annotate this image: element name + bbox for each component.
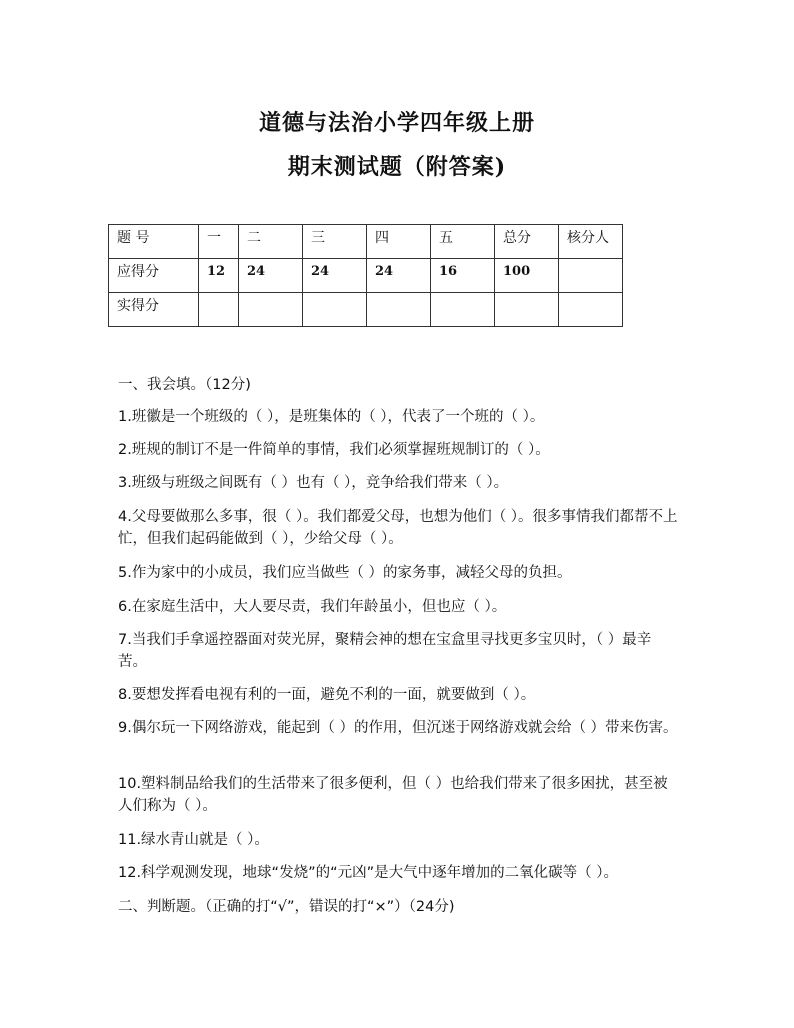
table-cell: 总分 bbox=[495, 225, 559, 259]
table-row bbox=[109, 225, 623, 259]
table-cell bbox=[495, 293, 559, 327]
table-cell: 核分人 bbox=[559, 225, 623, 259]
table-cell bbox=[199, 293, 239, 327]
question-item: 2.班规的制订不是一件简单的事情，我们必须掌握班规制订的（ ）。 bbox=[118, 442, 550, 458]
question-item: 12.科学观测发现，地球“发烧”的“元凶”是大气中逐年增加的二氧化碳等（ ）。 bbox=[118, 865, 618, 881]
table-cell bbox=[239, 293, 303, 327]
score-table bbox=[108, 224, 623, 327]
table-cell bbox=[303, 293, 367, 327]
question-item: 10.塑料制品给我们的生活带来了很多便利，但（ ）也给我们带来了很多困扰，甚至被人们称为（ ）。 bbox=[118, 776, 668, 814]
table-cell: 12 bbox=[199, 259, 239, 293]
table-cell: 16 bbox=[431, 259, 495, 293]
question-item: 5.作为家中的小成员，我们应当做些（ ）的家务事，减轻父母的负担。 bbox=[118, 565, 572, 581]
table-cell bbox=[367, 293, 431, 327]
question-item: 1.班徽是一个班级的（ ），是班集体的（ ），代表了一个班的（ ）。 bbox=[118, 409, 545, 425]
table-cell: 100 bbox=[495, 259, 559, 293]
document-subtitle: 期末测试题（附答案) bbox=[287, 154, 507, 180]
table-cell: 二 bbox=[239, 225, 303, 259]
section-heading: 一、我会填。（12分) bbox=[118, 377, 251, 393]
table-cell: 应得分 bbox=[109, 259, 199, 293]
table-cell: 24 bbox=[239, 259, 303, 293]
table-cell: 一 bbox=[199, 225, 239, 259]
question-item: 4.父母要做那么多事，很（ ）。我们都爱父母，也想为他们（ ）。很多事情我们都帮不上忙，但我们起码能做到（ ），少给父母（ ）。 bbox=[118, 509, 678, 547]
table-row bbox=[109, 293, 623, 327]
table-cell: 24 bbox=[367, 259, 431, 293]
table-cell: 实得分 bbox=[109, 293, 199, 327]
question-item: 11.绿水青山就是（ ）。 bbox=[118, 832, 269, 848]
table-cell: 题 号 bbox=[109, 225, 199, 259]
table-cell bbox=[431, 293, 495, 327]
document-title: 道德与法治小学四年级上册 bbox=[258, 110, 535, 136]
question-item: 8.要想发挥看电视有利的一面，避免不利的一面，就要做到（ ）。 bbox=[118, 687, 536, 703]
question-item: 3.班级与班级之间既有（ ）也有（ ），竞争给我们带来（ ）。 bbox=[118, 475, 509, 491]
table-cell: 三 bbox=[303, 225, 367, 259]
question-item: 6.在家庭生活中，大人要尽责，我们年龄虽小，但也应（ ）。 bbox=[118, 599, 507, 615]
table-cell: 五 bbox=[431, 225, 495, 259]
table-cell bbox=[559, 259, 623, 293]
table-cell bbox=[559, 293, 623, 327]
question-item: 7.当我们手拿遥控器面对荧光屏，聚精会神的想在宝盒里寻找更多宝贝时，（ ）最辛苦。 bbox=[118, 632, 652, 670]
table-row bbox=[109, 259, 623, 293]
question-item: 9.偶尔玩一下网络游戏，能起到（ ）的作用，但沉迷于网络游戏就会给（ ）带来伤害。 bbox=[118, 720, 678, 736]
table-cell: 24 bbox=[303, 259, 367, 293]
section-heading: 二、判断题。（正确的打“√”，错误的打“×”）（24分) bbox=[118, 899, 455, 915]
table-cell: 四 bbox=[367, 225, 431, 259]
